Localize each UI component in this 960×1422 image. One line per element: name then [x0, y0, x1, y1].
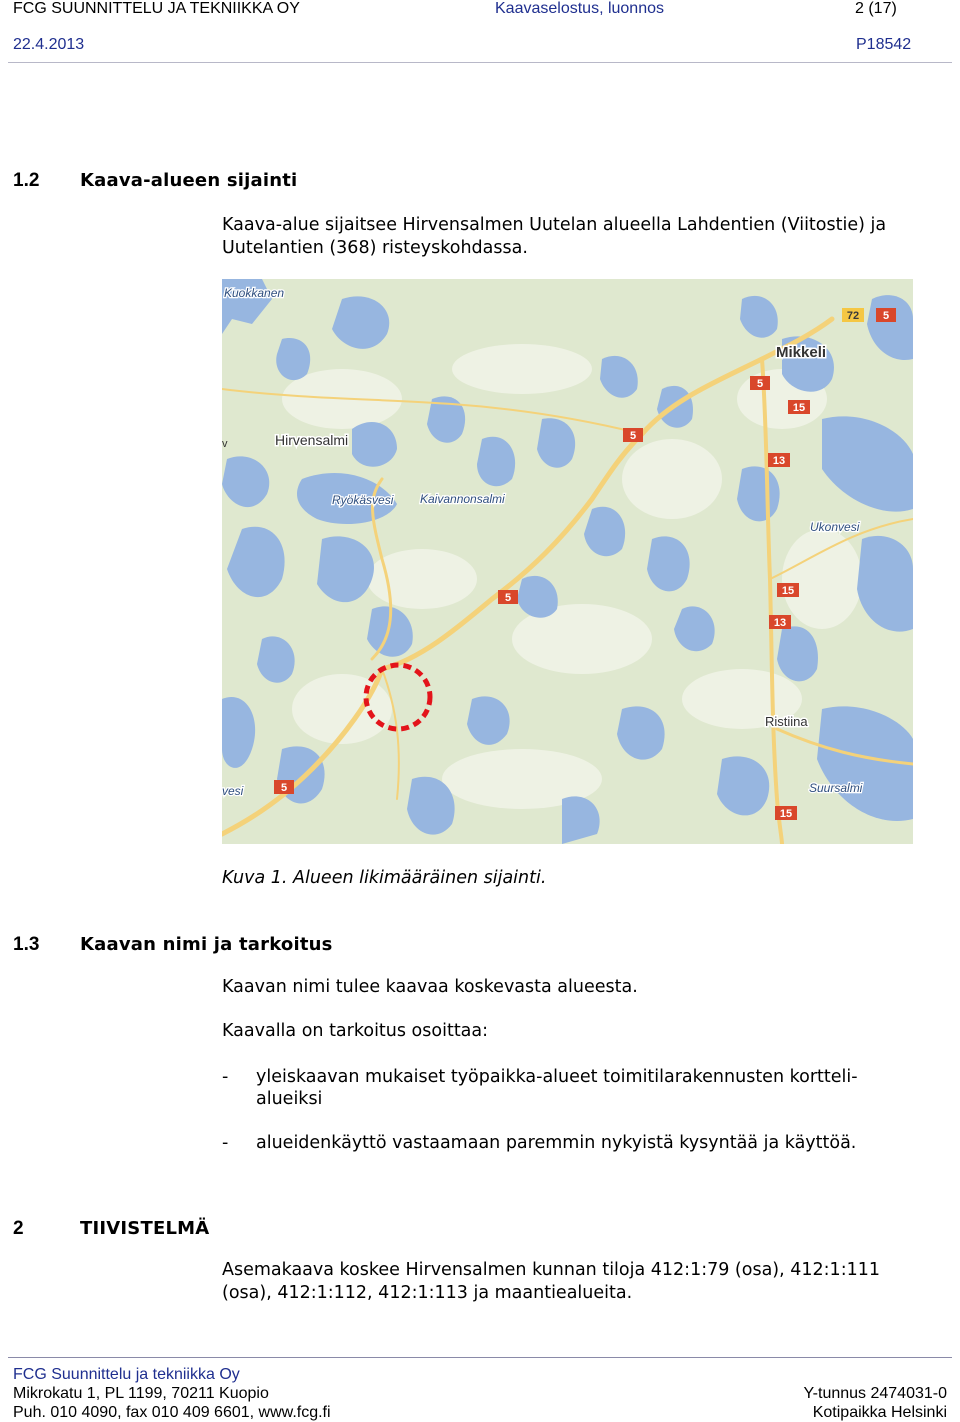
bullet-1-line2: alueiksi: [256, 1089, 323, 1109]
header-project-code: P18542: [856, 36, 912, 53]
footer-address: Mikrokatu 1, PL 1199, 70211 Kuopio: [13, 1385, 269, 1402]
road-shield-13: [769, 615, 791, 629]
road-shield-5: [750, 376, 770, 390]
header-doc-title: Kaavaselostus, luonnos: [495, 0, 664, 17]
header-page-number: 2 (17): [855, 0, 897, 17]
section-1-3-title: Kaavan nimi ja tarkoitus: [80, 934, 333, 955]
road-shield-5: [623, 428, 643, 442]
section-1-3-para2: Kaavalla on tarkoitus osoittaa:: [222, 1021, 489, 1041]
section-2-text-line1: Asemakaava koskee Hirvensalmen kunnan tiloja 412:1:79 (osa), 412:1:111: [222, 1260, 880, 1280]
footer-company: FCG Suunnittelu ja tekniikka Oy: [13, 1366, 240, 1383]
road-shield-5: [274, 780, 294, 794]
map-label-vesi: vesi: [222, 784, 244, 798]
footer-business-id: Y-tunnus 2474031-0: [803, 1385, 947, 1402]
svg-text:15: 15: [781, 585, 795, 597]
section-1-2-number: 1.2: [13, 170, 40, 191]
map-label-ryokasvesi: Ryökäsvesi: [332, 493, 394, 507]
map-label-ukonvesi: Ukonvesi: [810, 520, 860, 534]
section-1-3-para1: Kaavan nimi tulee kaavaa koskevasta alueesta.: [222, 977, 638, 997]
svg-text:72: 72: [846, 310, 860, 322]
header-company: FCG SUUNNITTELU JA TEKNIIKKA OY: [13, 0, 300, 17]
road-shield-5: [498, 590, 518, 604]
section-2-number: 2: [13, 1218, 24, 1239]
road-shield-13: [768, 453, 790, 467]
map-label-suursalmi: Suursalmi: [809, 781, 863, 795]
road-shield-15: [775, 806, 797, 820]
header-date: 22.4.2013: [13, 36, 85, 53]
svg-text:5: 5: [882, 310, 890, 322]
header-divider: [8, 62, 952, 63]
svg-text:5: 5: [280, 782, 288, 794]
road-shield-72: [842, 308, 864, 322]
location-map: [222, 279, 913, 844]
footer-contact: Puh. 010 4090, fax 010 409 6601, www.fcg.fi: [13, 1404, 331, 1421]
footer-divider: [8, 1357, 952, 1358]
map-label-v: v: [222, 438, 228, 450]
section-1-2-text-line1: Kaava-alue sijaitsee Hirvensalmen Uutelan alueella Lahdentien (Viitostie) ja: [222, 215, 887, 235]
section-1-2-title: Kaava-alueen sijainti: [80, 170, 298, 191]
section-2-title: TIIVISTELMÄ: [80, 1218, 210, 1239]
svg-text:15: 15: [779, 808, 793, 820]
section-1-3-number: 1.3: [13, 934, 40, 955]
bullet-1-line1: yleiskaavan mukaiset työpaikka-alueet toimitilarakennusten kortteli-: [256, 1067, 858, 1087]
road-shield-5: [876, 308, 896, 322]
svg-text:5: 5: [629, 430, 637, 442]
section-1-2-text-line2: Uutelantien (368) risteyskohdassa.: [222, 238, 528, 258]
map-label-mikkeli: Mikkeli: [776, 344, 827, 361]
map-label-hirvensalmi: Hirvensalmi: [275, 432, 349, 448]
map-label-kuokkanen: Kuokkanen: [224, 286, 285, 300]
svg-text:5: 5: [756, 378, 764, 390]
map-label-kaivannonsalmi: Kaivannonsalmi: [420, 492, 505, 506]
map-label-ristiina: Ristiina: [765, 714, 808, 729]
svg-text:13: 13: [772, 455, 786, 467]
map-caption: Kuva 1. Alueen likimääräinen sijainti.: [222, 868, 547, 888]
section-2-text-line2: (osa), 412:1:112, 412:1:113 ja maantiealueita.: [222, 1283, 633, 1303]
footer-domicile: Kotipaikka Helsinki: [812, 1404, 947, 1421]
svg-text:13: 13: [773, 617, 787, 629]
bullet-dash: -: [222, 1067, 229, 1087]
svg-text:15: 15: [792, 402, 806, 414]
road-shield-15: [788, 400, 810, 414]
bullet-2-line1: alueidenkäyttö vastaamaan paremmin nykyistä kysyntää ja käyttöä.: [256, 1133, 857, 1153]
svg-text:5: 5: [504, 592, 512, 604]
road-shield-15: [777, 583, 799, 597]
bullet-dash: -: [222, 1133, 229, 1153]
